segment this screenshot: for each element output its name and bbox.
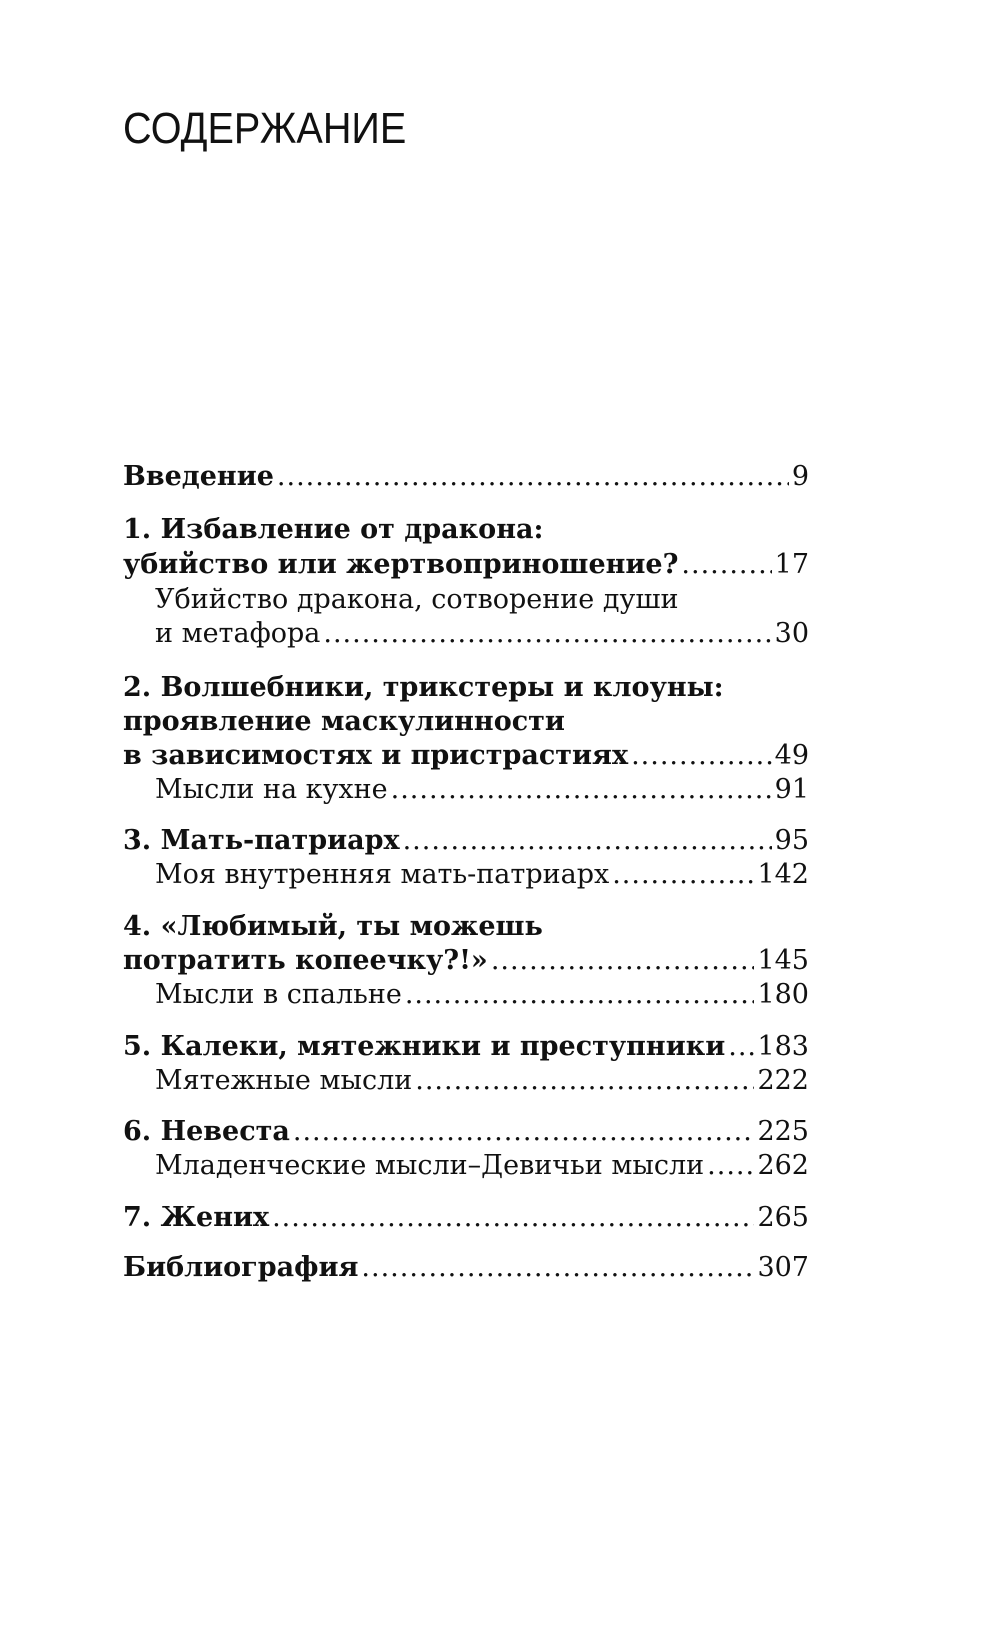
toc-entry-title: убийство или жертвоприношение? [123,549,679,580]
toc-page-number: 95 [774,825,809,856]
toc-page-number: 180 [757,979,809,1010]
dot-leader [323,614,771,654]
toc-entry-line [123,457,809,497]
toc-entry-title: Введение [123,461,274,492]
toc-entry-line [123,1248,809,1288]
toc-entry-title: 5. Калеки, мятежники и преступники [123,1031,726,1062]
toc-entry-line [123,545,809,585]
toc-entry-line [155,975,809,1015]
toc-entry-title: 7. Жених [123,1202,270,1233]
toc-page-number: 9 [791,461,809,492]
toc-entry-line [123,510,809,550]
toc-entry-title: 3. Мать-патриарх [123,825,400,856]
dot-leader [391,770,772,810]
toc-entry-line [155,614,809,654]
toc-entry-title: Младенческие мысли–Девичьи мысли [155,1150,705,1181]
toc-page-number: 265 [757,1202,809,1233]
toc-page-number: 225 [757,1116,809,1147]
toc-page-number: 91 [774,774,809,805]
toc-entry-title: потратить копеечку?!» [123,945,488,976]
toc-entry-line [123,1198,809,1238]
toc-page-number: 262 [757,1150,809,1181]
toc-page-number: 307 [757,1252,809,1283]
dot-leader [415,1061,754,1101]
toc-entry-title: Мысли на кухне [155,774,388,805]
toc-entry-title: Мятежные мысли [155,1065,413,1096]
toc-entry-line [155,1146,809,1186]
dot-leader [277,457,789,497]
dot-leader [707,1146,754,1186]
toc-page-number: 222 [757,1065,809,1096]
toc-entry-title: Убийство дракона, сотворение души [155,584,679,615]
toc-page-number: 142 [757,859,809,890]
toc-entry-title: Мысли в спальне [155,979,402,1010]
toc-entry-title: проявление маскулинности [123,706,565,737]
toc-page-number: 145 [757,945,809,976]
toc-entry-title: 2. Волшебники, трикстеры и клоуны: [123,672,724,703]
toc-page-number: 30 [774,618,809,649]
toc-entry-line [155,855,809,895]
toc-page-number: 17 [774,549,809,580]
toc-entry-title: в зависимостях и пристрастиях [123,740,629,771]
toc-entry-title: Библиография [123,1252,359,1283]
dot-leader [612,855,754,895]
toc-entry-line [155,1061,809,1101]
toc-entry-title: 4. «Любимый, ты можешь [123,911,543,942]
toc-page-number: 183 [757,1031,809,1062]
toc-entry-title: 6. Невеста [123,1116,290,1147]
toc-entry-line [155,770,809,810]
dot-leader [681,545,771,585]
toc-entry-title: 1. Избавление от дракона: [123,514,544,545]
toc-entry-title: и метафора [155,618,321,649]
dot-leader [272,1198,754,1238]
dot-leader [361,1248,754,1288]
toc-entry-title: Моя внутренняя мать-патриарх [155,859,610,890]
toc-page-number: 49 [774,740,809,771]
page-title: СОДЕРЖАНИЕ [123,104,407,153]
dot-leader [405,975,755,1015]
